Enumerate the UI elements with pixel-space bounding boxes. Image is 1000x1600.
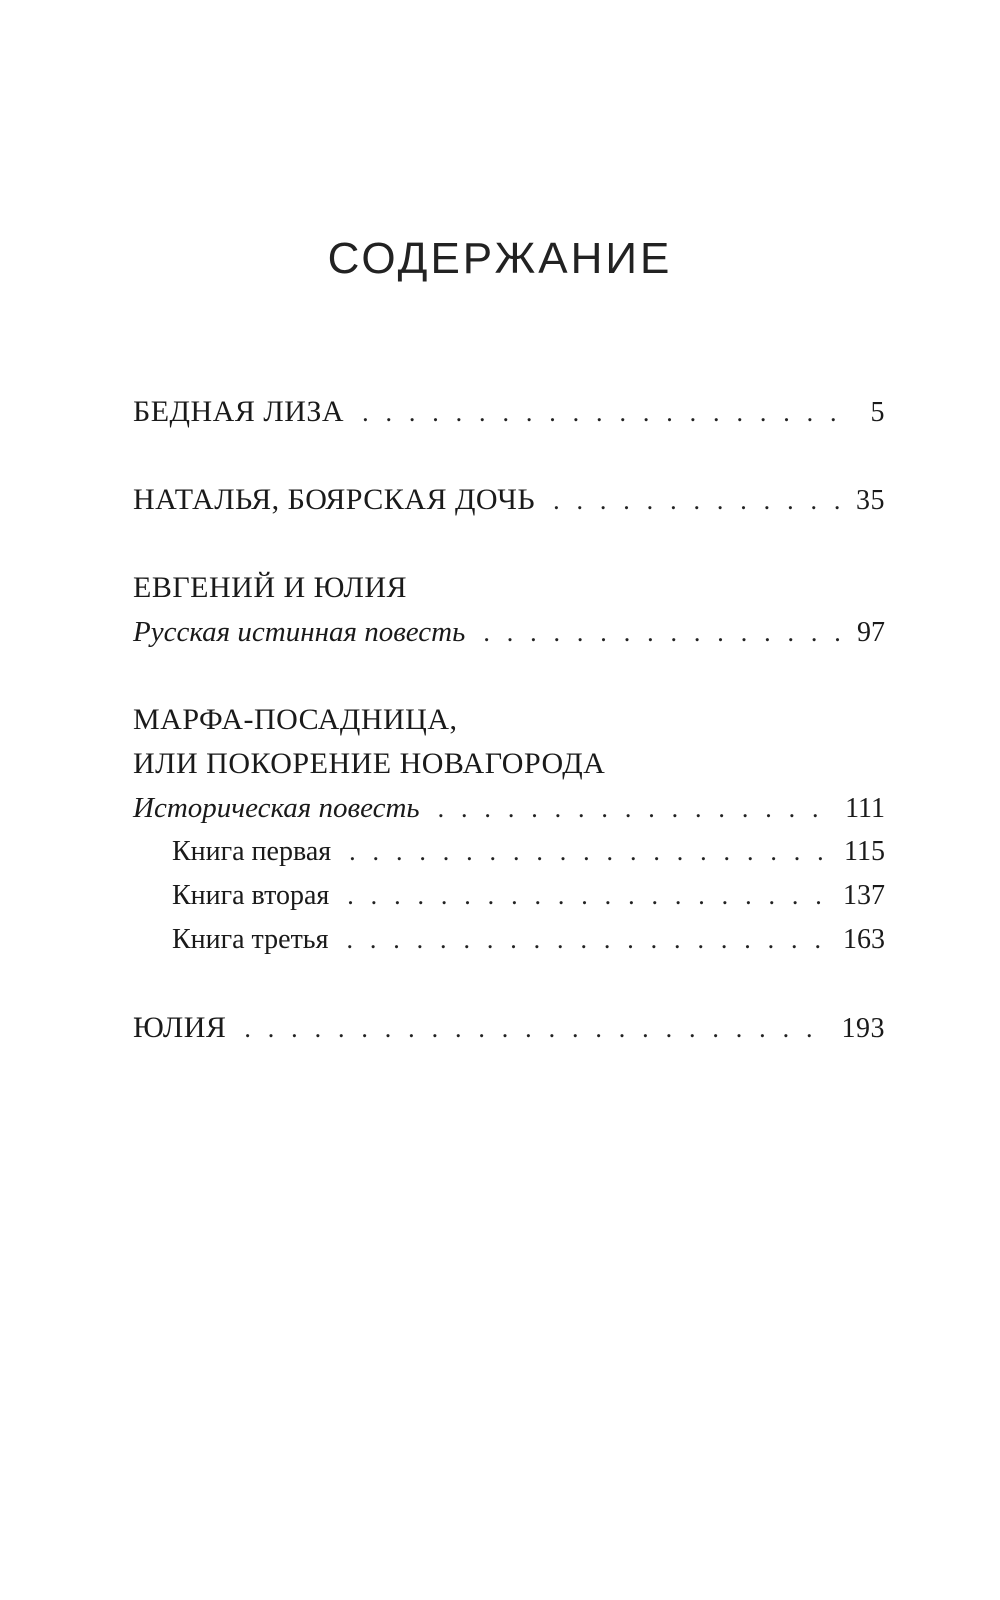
- page-title: СОДЕРЖАНИЕ: [327, 234, 673, 283]
- dot-leader: [346, 918, 831, 962]
- dot-leader: [362, 391, 851, 435]
- toc-subentry-book-2: [133, 874, 885, 918]
- toc-entry-marfa: [133, 698, 885, 962]
- toc-subentry-book-3: [133, 918, 885, 962]
- toc-subentry-book-1: [133, 830, 885, 874]
- toc-heading-line: [133, 742, 885, 786]
- page-number: 193: [841, 1013, 885, 1044]
- toc-entry-yuliya: [133, 1006, 885, 1050]
- entry-subtitle: Русская истинная повесть: [133, 616, 466, 648]
- entry-title-line1: МАРФА-ПОСАДНИЦА,: [133, 703, 458, 736]
- entry-title: ЕВГЕНИЙ И ЮЛИЯ: [133, 571, 408, 604]
- toc-entry-evgeniy: [133, 566, 885, 654]
- table-of-contents: [133, 390, 885, 1050]
- entry-title-line2: ИЛИ ПОКОРЕНИЕ НОВАГОРОДА: [133, 747, 606, 780]
- toc-line: [133, 610, 885, 654]
- book-title: Книга вторая: [172, 880, 330, 911]
- dot-leader: [438, 787, 833, 831]
- page-number: 115: [844, 836, 885, 867]
- page-number: 35: [856, 485, 885, 516]
- entry-title: БЕДНАЯ ЛИЗА: [133, 395, 345, 428]
- dot-leader: [244, 1007, 829, 1051]
- book-title: Книга первая: [172, 836, 332, 867]
- page-number: 137: [843, 880, 885, 911]
- page-number: 163: [843, 924, 885, 955]
- entry-title: ЮЛИЯ: [133, 1011, 227, 1044]
- page-number: 111: [845, 793, 885, 824]
- toc-entry-bednaya-liza: [133, 390, 885, 434]
- toc-line: [133, 1006, 885, 1050]
- dot-leader: [483, 611, 845, 655]
- dot-leader: [349, 830, 832, 874]
- toc-heading-line: [133, 566, 885, 610]
- toc-heading-line: [133, 698, 885, 742]
- toc-line: [133, 390, 885, 434]
- book-title: Книга третья: [172, 924, 329, 955]
- page-number: 5: [870, 397, 885, 428]
- dot-leader: [553, 479, 844, 523]
- toc-line: [133, 786, 885, 830]
- dot-leader: [347, 874, 831, 918]
- entry-subtitle: Историческая повесть: [133, 792, 420, 824]
- entry-title: НАТАЛЬЯ, БОЯРСКАЯ ДОЧЬ: [133, 483, 536, 516]
- page-number: 97: [857, 617, 885, 648]
- toc-line: [133, 478, 885, 522]
- toc-entry-natalya: [133, 478, 885, 522]
